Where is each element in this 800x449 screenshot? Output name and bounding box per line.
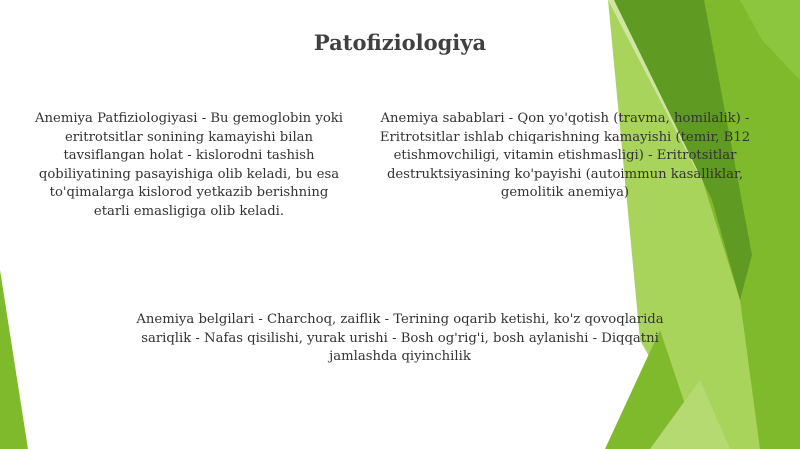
pathophysiology-text: Anemiya Patfiziologiyasi - Bu gemoglobin yoki eritrotsitlar sonining kamayishi bilan tavsiflangan holat - kislorodni tashish qobiliyatining pasayishiga olib keladi, bu esa to'qimalarga kislorod yetkazib berishning etarli emasligiga olib keladi. [35, 111, 343, 219]
slide-title: Patofiziologiya [313, 30, 487, 55]
causes-text: Anemiya sabablari - Qon yo'qotish (travma, homilalik) - Eritrotsitlar ishlab chiqarishning kamayishi (temir, B12 etishmovchiligi, vitamin etishmasligi) - Eritrotsitlar destruktsiyasining ko'payishi (autoimmun kasalliklar, gemolitik anemiya) [379, 111, 751, 200]
symptoms-text: Anemiya belgilari - Charchoq, zaiflik - Terining oqarib ketishi, ko'z qovoqlarida sariqlik - Nafas qisilishi, yurak urishi - Bosh og'rig'i, bosh aylanishi - Diqqatni jamlashda qiyinchilik [136, 312, 664, 364]
left-edge-green-shape [0, 270, 28, 449]
